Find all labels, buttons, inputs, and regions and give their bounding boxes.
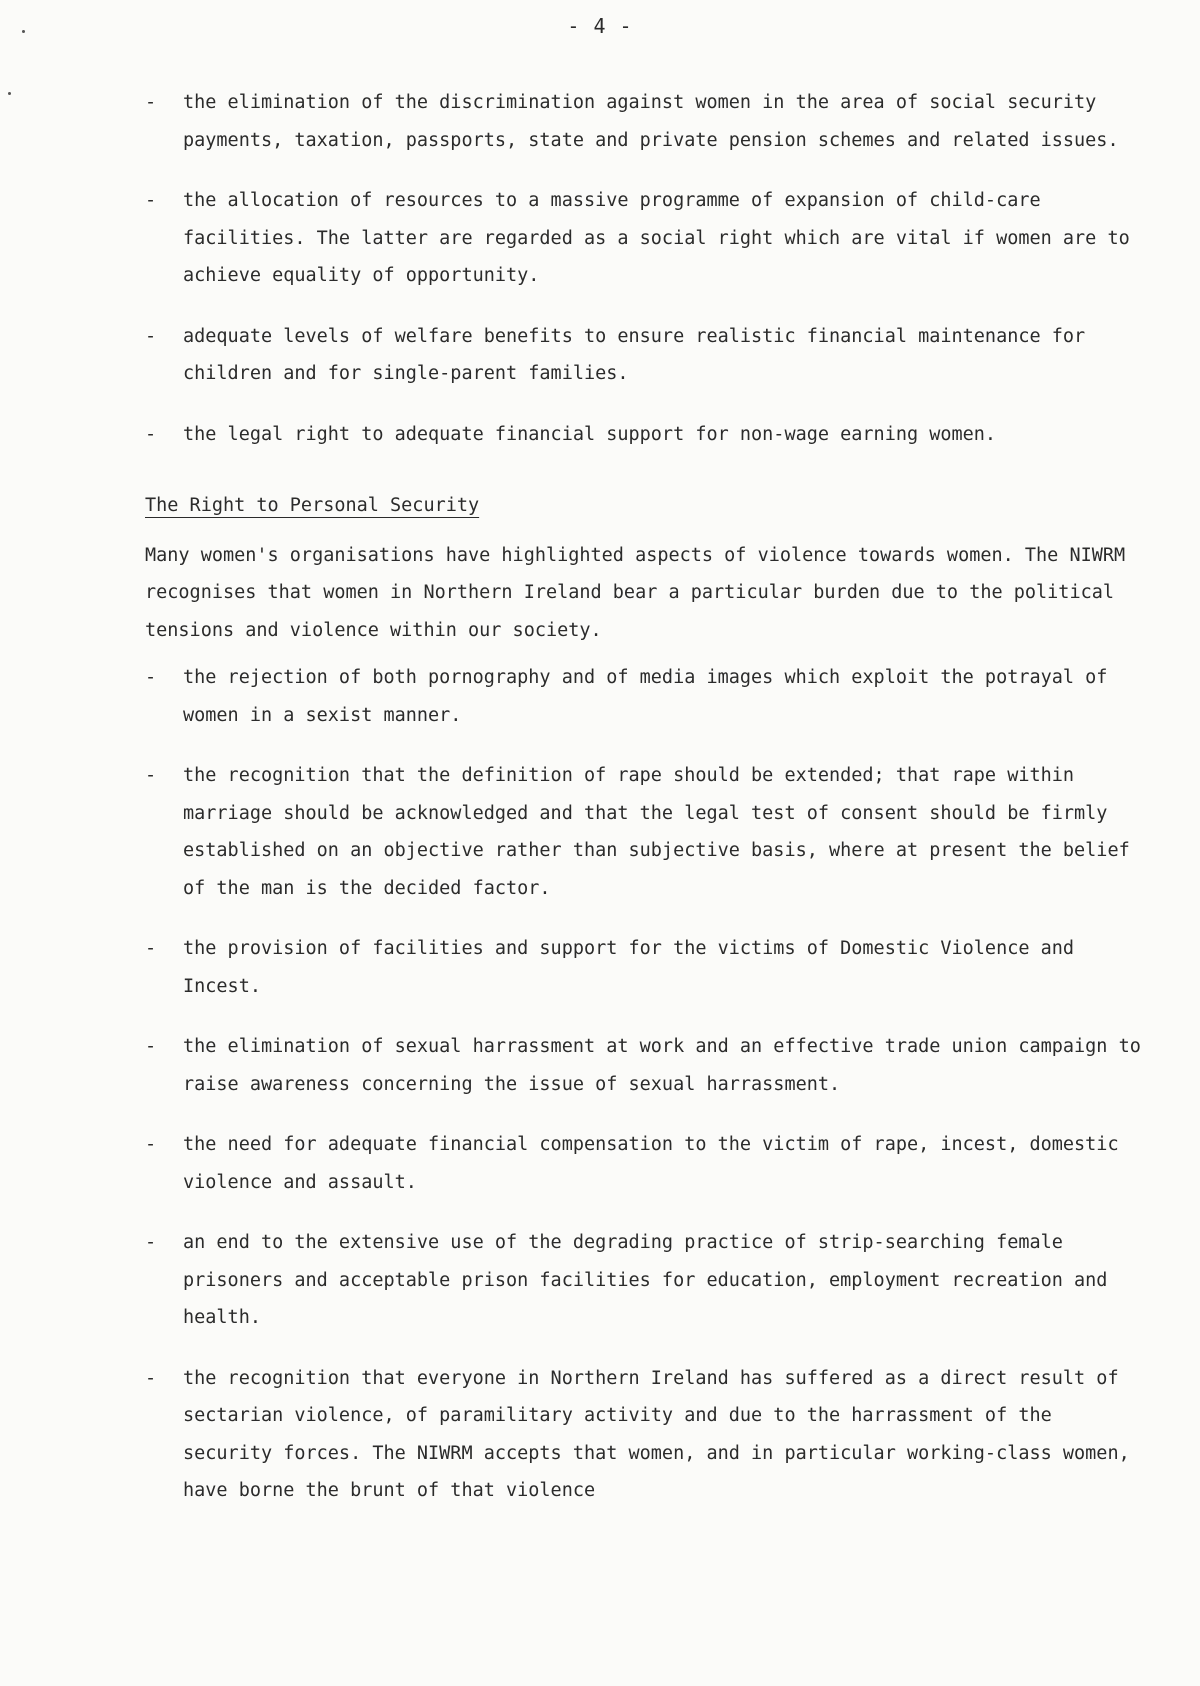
list-item-text: the need for adequate financial compensation to the victim of rape, incest, domestic violence and assault.	[183, 1134, 1119, 1193]
list-item-text: the elimination of the discrimination against women in the area of social security payments, taxation, passports, state and private pension schemes and related issues.	[183, 92, 1119, 151]
list-item	[145, 416, 1145, 454]
list-item	[145, 757, 1145, 907]
list-item	[145, 84, 1145, 159]
bullet-dash: -	[145, 325, 157, 347]
list-item-text: the legal right to adequate financial support for non-wage earning women.	[183, 423, 997, 445]
bullet-dash: -	[145, 938, 157, 959]
list-item-text: adequate levels of welfare benefits to ensure realistic financial maintenance for children and for single-parent families.	[183, 325, 1086, 384]
bullet-dash: -	[145, 92, 157, 113]
bullet-dash: -	[145, 1232, 157, 1253]
list-item	[145, 930, 1145, 1005]
list-item-text: the elimination of sexual harrassment at work and an effective trade union campaign to raise awareness concerning the issue of sexual harrassment.	[183, 1036, 1141, 1095]
intro-paragraph: Many women's organisations have highlighted aspects of violence towards women. The NIWRM recognises that women in Northern Ireland bear a particular burden due to the political tensions and violence within our society.	[145, 544, 1126, 641]
list-item	[145, 1360, 1145, 1510]
list-item-text: the provision of facilities and support for the victims of Domestic Violence and Incest.	[183, 938, 1075, 997]
bullet-dash: -	[145, 1367, 157, 1389]
list-item	[145, 659, 1145, 734]
list-item	[145, 1028, 1145, 1103]
second-bullet-list	[145, 659, 1145, 1510]
paper-speck	[8, 92, 11, 95]
bullet-dash: -	[145, 190, 157, 211]
list-item	[145, 1126, 1145, 1201]
bullet-dash: -	[145, 1134, 157, 1155]
bullet-dash: -	[145, 667, 157, 688]
list-item-text: an end to the extensive use of the degrading practice of strip-searching female prisoners and acceptable prison facilities for education, employment recreation and health.	[183, 1232, 1108, 1328]
list-item-text: the recognition that the definition of rape should be extended; that rape within marriage should be acknowledged and that the legal test of consent should be firmly established on an objective rather than subjective basis, where at present the belief of the man is the decided factor.	[183, 765, 1130, 899]
bullet-dash: -	[145, 765, 157, 786]
page-number: - 4 -	[567, 14, 633, 38]
first-bullet-list	[145, 84, 1145, 453]
list-item-text: the allocation of resources to a massive programme of expansion of child-care facilities. The latter are regarded as a social right which are vital if women are to achieve equality of opportunity.	[183, 190, 1130, 286]
list-item	[145, 318, 1145, 393]
list-item	[145, 182, 1145, 295]
list-item	[145, 1224, 1145, 1337]
document-body	[145, 84, 1145, 1510]
section-heading: The Right to Personal Security	[145, 495, 480, 516]
bullet-dash: -	[145, 1036, 157, 1057]
list-item-text: the recognition that everyone in Northern Ireland has suffered as a direct result of sectarian violence, of paramilitary activity and due to the harrassment of the security forces. The NIWRM accepts that women, and in particular working-class women, have borne the brunt of that violence	[183, 1367, 1130, 1501]
list-item-text: the rejection of both pornography and of media images which exploit the potrayal of women in a sexist manner.	[183, 667, 1108, 726]
bullet-dash: -	[145, 423, 157, 445]
